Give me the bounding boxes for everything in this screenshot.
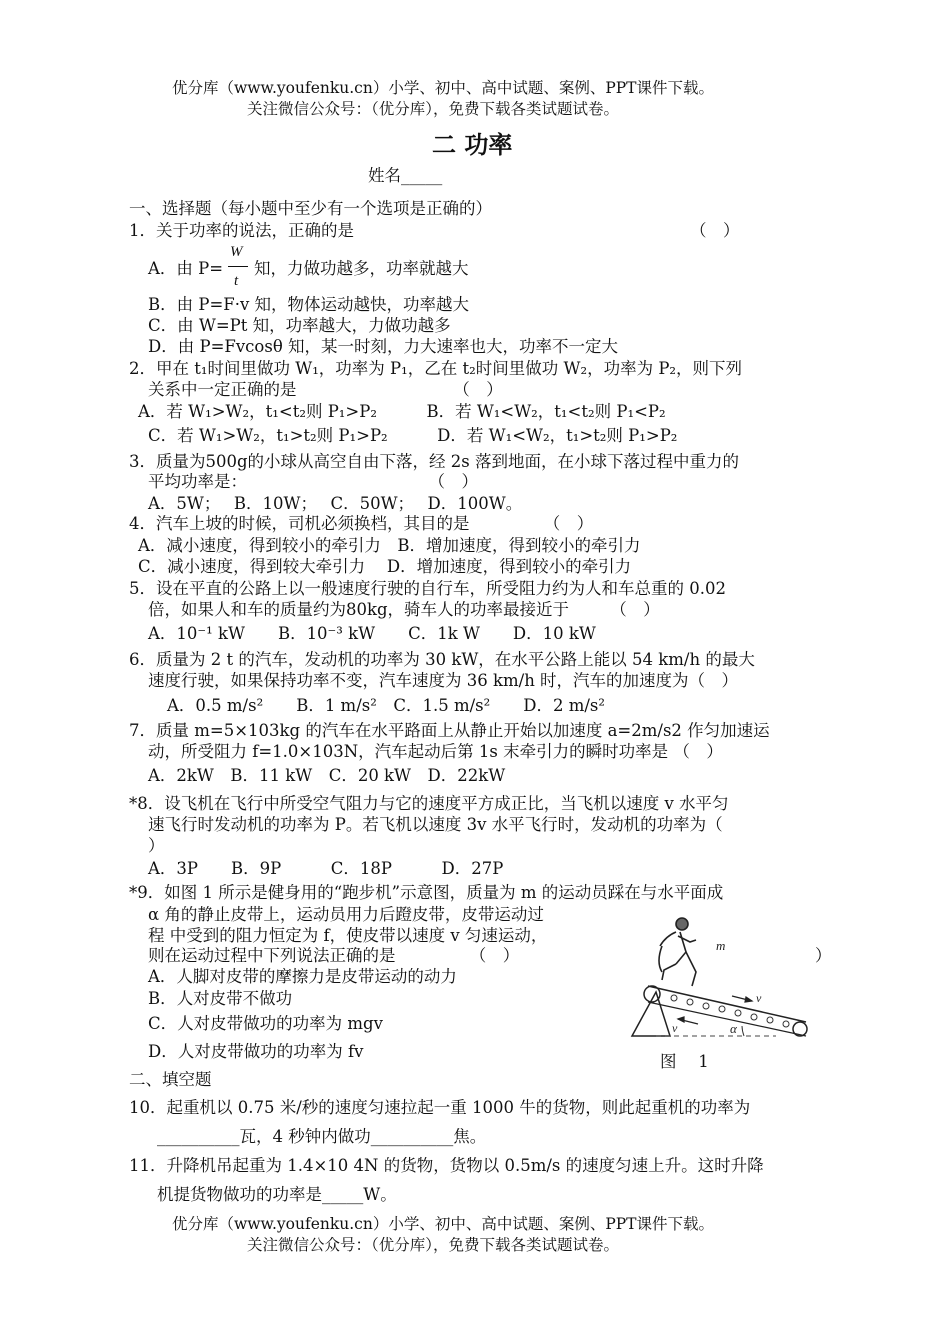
figure-label-m: m — [716, 938, 726, 953]
question-1-option-c: C．由 W=Pt 知，功率越大，力做功越多 — [148, 316, 451, 335]
question-5-line-2: 倍，如果人和车的质量约为80kg，骑车人的功率最接近于 （ ） — [148, 600, 660, 619]
question-9-line-2: α 角的静止皮带上，运动员用力后蹬皮带，皮带运动过 — [148, 905, 544, 924]
fraction-bar — [228, 266, 248, 267]
runner-figure — [659, 918, 696, 986]
header-line-2: 关注微信公众号：（优分库），免费下载各类试题试卷。 — [247, 100, 620, 118]
velocity-arrow-upper — [732, 996, 752, 1002]
question-9-right-paren: ） — [815, 946, 832, 965]
figure-1-caption: 图 1 — [660, 1052, 709, 1071]
question-7-line-2: 动，所受阻力 f=1.0×103N，汽车起动后第 1s 末牵引力的瞬时功率是 （ ） — [148, 742, 723, 761]
question-9-line-3: 程 中受到的阻力恒定为 f，使皮带以速度 v 匀速运动， — [148, 926, 548, 945]
footer-line-1: 优分库（www.youfenku.cn）小学、初中、高中试题、案例、PPT课件下载。 — [172, 1215, 715, 1233]
question-4-options-cd: C．减小速度，得到较大牵引力 D．增加速度，得到较小的牵引力 — [138, 557, 632, 576]
question-3-line-2: 平均功率是： （ ） — [148, 472, 478, 491]
question-5-line-1: 5．设在平直的公路上以一般速度行驶的自行车，所受阻力约为人和车总重的 0.02 — [129, 579, 726, 598]
figure-1-treadmill-diagram — [626, 912, 816, 1042]
question-11-line-2: 机提货物做功的功率是_____W。 — [157, 1185, 397, 1204]
question-7-line-1: 7．质量 m=5×103kg 的汽车在水平路面上从静止开始以加速度 a=2m/s2 作匀加速运 — [129, 721, 770, 740]
question-8-line-3: ） — [148, 836, 165, 855]
question-4-stem: 4．汽车上坡的时候，司机必须换档，其目的是 （ ） — [129, 514, 594, 533]
velocity-arrow-lower — [678, 1017, 698, 1024]
question-8-line-2: 速飞行时发动机的功率为 P。若飞机以速度 3v 水平飞行时，发动机的功率为（ — [148, 815, 723, 834]
question-10-line-1: 10．起重机以 0.75 米/秒的速度匀速拉起一重 1000 牛的货物，则此起重机的功率为 — [129, 1098, 751, 1117]
question-1-stem: 1．关于功率的说法，正确的是 — [129, 221, 354, 240]
name-line: 姓名_____ — [368, 166, 443, 185]
question-1-option-a-prefix: A．由 P= — [148, 259, 224, 278]
question-10-line-2: __________瓦，4 秒钟内做功__________焦。 — [157, 1127, 487, 1146]
footer-line-2: 关注微信公众号：（优分库），免费下载各类试题试卷。 — [247, 1236, 620, 1254]
question-1-option-a-text: 知，力做功越多，功率就越大 — [254, 259, 469, 278]
question-2-options-ab: A．若 W₁>W₂，t₁<t₂则 P₁>P₂ B．若 W₁<W₂，t₁<t₂则 P₁<P₂ — [138, 402, 666, 421]
question-9-line-1: *9．如图 1 所示是健身用的“跑步机”示意图，质量为 m 的运动员踩在与水平面成 — [129, 883, 724, 902]
question-2-line-2: 关系中一定正确的是 （ ） — [148, 380, 503, 399]
question-8-options: A．3P B．9P C．18P D．27P — [148, 859, 504, 878]
question-9-option-b: B．人对皮带不做功 — [148, 989, 293, 1008]
question-9-option-a: A．人脚对皮带的摩擦力是皮带运动的动力 — [148, 967, 457, 986]
question-9-option-d: D．人对皮带做功的功率为 fv — [148, 1042, 364, 1061]
question-8-line-1: *8．设飞机在飞行中所受空气阻力与它的速度平方成正比，当飞机以速度 v 水平匀 — [129, 794, 729, 813]
question-1-option-d: D．由 P=Fvcosθ 知，某一时刻，力大速率也大，功率不一定大 — [148, 337, 618, 356]
question-9-option-c: C．人对皮带做功的功率为 mgv — [148, 1014, 383, 1033]
header-line-1: 优分库（www.youfenku.cn）小学、初中、高中试题、案例、PPT课件下载。 — [172, 79, 715, 97]
belt-top-edge — [648, 986, 806, 1022]
question-2-options-cd: C．若 W₁>W₂，t₁>t₂则 P₁>P₂ D．若 W₁<W₂，t₁>t₂则 P₁>P₂ — [148, 426, 678, 445]
question-2-line-1: 2．甲在 t₁时间里做功 W₁，功率为 P₁，乙在 t₂时间里做功 W₂，功率为 P₂，则下列 — [129, 359, 743, 378]
page-title: 二 功率 — [432, 130, 513, 159]
question-1-option-b: B．由 P=F·v 知，物体运动越快，功率越大 — [148, 295, 470, 314]
question-6-line-2: 速度行驶，如果保持功率不变，汽车速度为 36 km/h 时，汽车的加速度为（ ） — [148, 671, 739, 690]
angle-arc — [742, 1026, 744, 1036]
question-3-line-1: 3．质量为500g的小球从高空自由下落，经 2s 落到地面，在小球下落过程中重力的 — [129, 452, 740, 471]
question-7-options: A．2kW B．11 kW C．20 kW D．22kW — [148, 766, 506, 785]
section-heading-fill-in: 二、填空题 — [129, 1070, 212, 1089]
question-6-line-1: 6．质量为 2 t 的汽车，发动机的功率为 30 kW，在水平公路上能以 54 km/h 的最大 — [129, 650, 755, 669]
question-4-options-ab: A．减小速度，得到较小的牵引力 B．增加速度，得到较小的牵引力 — [138, 536, 641, 555]
figure-label-v-upper: v — [756, 991, 762, 1005]
question-11-line-1: 11．升降机吊起重为 1.4×10 4N 的货物，货物以 0.5m/s 的速度匀速上升。这时升降 — [129, 1156, 764, 1175]
treadmill-support — [632, 992, 670, 1036]
question-5-options: A．10⁻¹ kW B．10⁻³ kW C．1k W D．10 kW — [148, 624, 596, 643]
roller-right — [793, 1022, 807, 1036]
fraction-numerator: W — [230, 244, 243, 260]
figure-label-v-lower: v — [672, 1021, 678, 1035]
figure-label-alpha: α — [730, 1021, 737, 1036]
question-1-answer-paren: （ ） — [690, 221, 740, 240]
question-6-options: A．0.5 m/s² B．1 m/s² C．1.5 m/s² D．2 m/s² — [167, 696, 605, 715]
question-9-line-4: 则在运动过程中下列说法正确的是 （ ） — [148, 946, 520, 965]
fraction-denominator: t — [234, 273, 239, 289]
question-3-options: A．5W； B．10W； C．50W； D．100W。 — [148, 494, 523, 513]
section-heading-choice: 一、选择题（每小题中至少有一个选项是正确的） — [129, 199, 492, 218]
